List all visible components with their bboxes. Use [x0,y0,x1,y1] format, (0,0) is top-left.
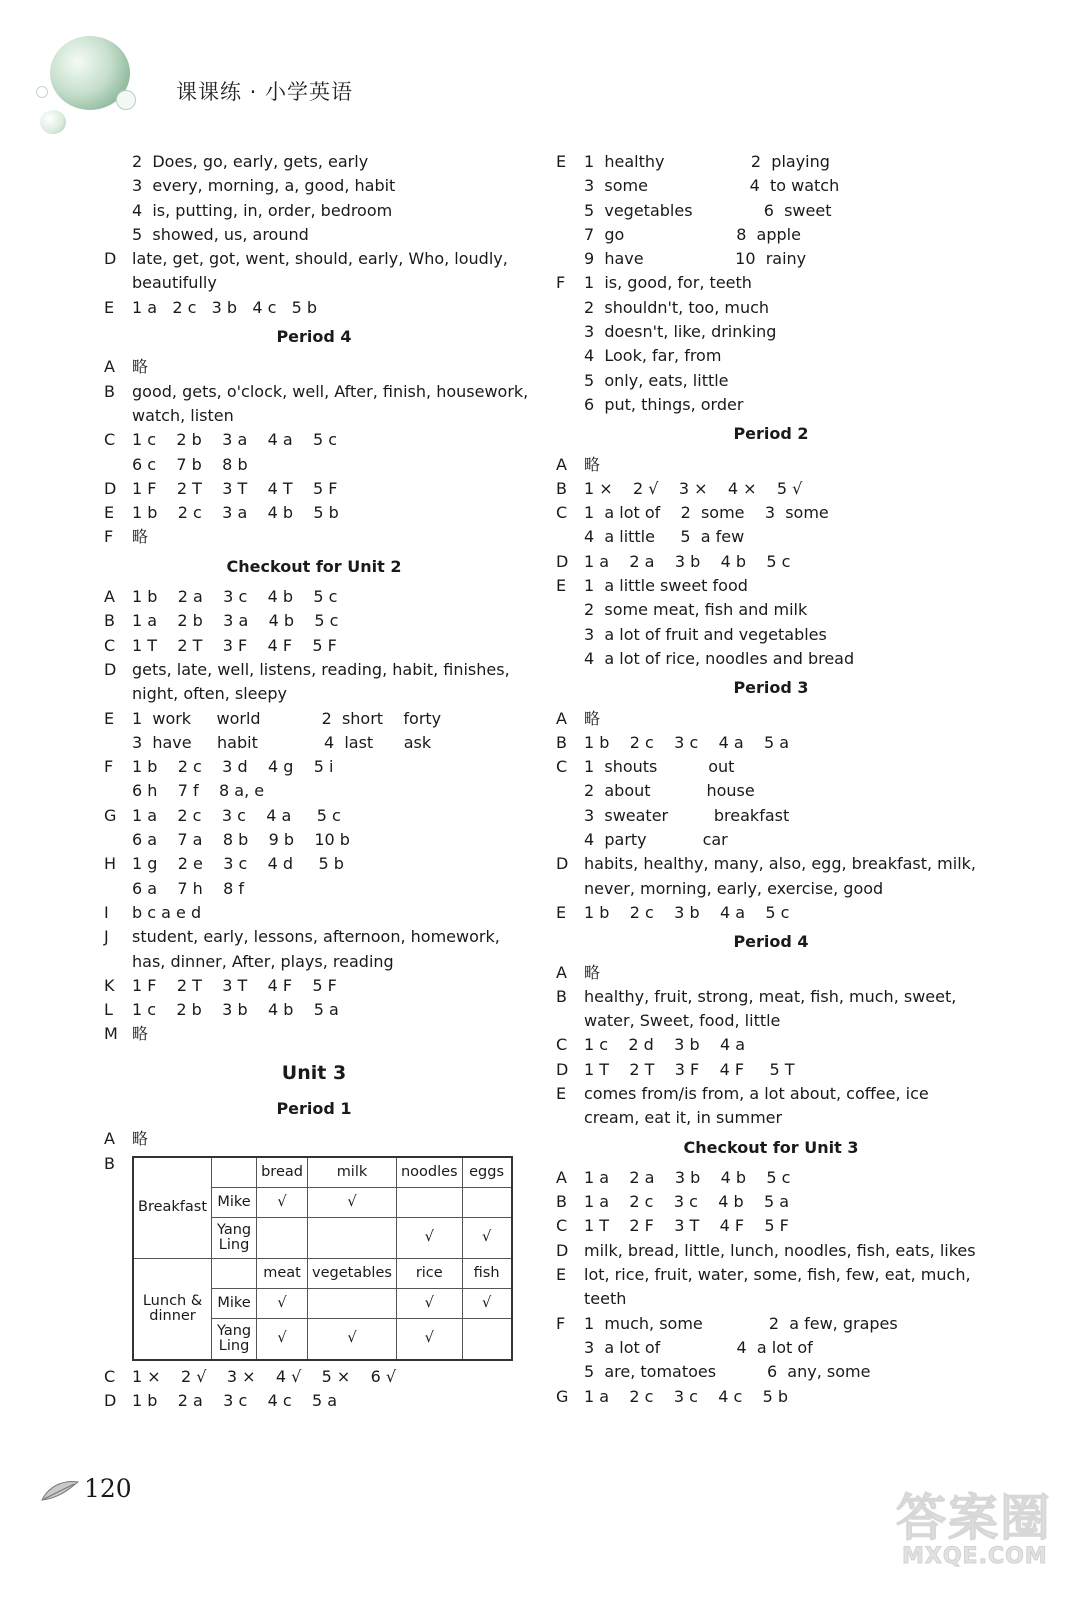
section-heading: Period 4 [733,932,809,952]
answer-line [556,828,986,852]
answer-line [556,1312,986,1336]
answer-text: 6 a 7 h 8 f [132,878,245,898]
group-label: Lunch & dinner [133,1258,212,1360]
answer-text: 6 a 7 a 8 b 9 b 10 b [132,830,350,850]
question-label: D [104,478,117,498]
answer-line [556,877,986,901]
question-label: C [104,1366,116,1386]
table-cell [308,1288,397,1318]
table-cell [308,1217,397,1258]
column-header: rice [396,1258,462,1288]
row-name: Mike [212,1187,257,1217]
answer-text: habits, healthy, many, also, egg, breakfast, milk, [584,854,977,874]
answer-line [104,877,524,901]
table-cell: √ [396,1288,462,1318]
answer-text: 1 a 2 c 3 b 4 c 5 b [132,297,318,317]
answer-text: 1 b 2 c 3 c 4 a 5 a [584,732,790,752]
answer-text: 3 every, morning, a, good, habit [132,176,396,196]
answer-line [556,1058,986,1082]
answer-text: 1 a little sweet food [584,576,748,596]
answer-text: 1 T 2 T 3 F 4 F 5 F [132,635,337,655]
question-label: D [556,1059,569,1079]
answer-line [556,1082,986,1106]
answer-line [104,404,524,428]
question-label: C [556,757,568,777]
answer-text: night, often, sleepy [132,684,287,704]
answer-text: 1 b 2 c 3 b 4 a 5 c [584,902,790,922]
column-header: eggs [462,1157,512,1188]
question-label: K [104,975,115,995]
question-label: A [556,454,567,474]
question-label: E [556,902,567,922]
answer-line [556,1033,986,1057]
book-title: 课课练 · 小学英语 [176,80,354,104]
answer-text: water, Sweet, food, little [584,1011,781,1031]
column-header: bread [257,1157,308,1188]
answer-text: watch, listen [132,405,234,425]
answer-text: 1 much, some 2 a few, grapes [584,1313,898,1333]
answer-line [104,296,524,320]
table-cell: √ [396,1318,462,1360]
answer-line [556,731,986,755]
answer-block [104,355,529,549]
question-label: B [104,1153,115,1173]
section-heading: Checkout for Unit 3 [683,1137,859,1157]
question-label: F [104,757,114,777]
answer-line [556,647,986,671]
answer-line [556,852,986,876]
question-label: D [104,1391,117,1411]
question-label: J [104,927,109,947]
left-column [104,150,529,1413]
answer-text: 5 showed, us, around [132,224,309,244]
table-cell: √ [257,1318,308,1360]
answer-line [556,344,986,368]
table-cell [462,1187,512,1217]
answer-line [556,1360,986,1384]
answer-line [104,199,524,223]
answer-line [104,501,524,525]
answer-block [104,585,524,1047]
question-label: A [556,708,567,728]
question-label: D [104,249,117,269]
question-label: E [556,1083,567,1103]
answer-line [104,707,524,731]
answer-line [556,550,986,574]
column-header: meat [257,1258,308,1288]
question-label: C [104,635,116,655]
answer-text: 4 is, putting, in, order, bedroom [132,200,393,220]
answer-text: 6 put, things, order [584,394,744,414]
section-heading: Period 1 [276,1098,352,1118]
question-label: C [556,1216,568,1236]
answer-text: milk, bread, little, lunch, noodles, fish, eats, likes [584,1240,976,1260]
question-label: G [104,805,117,825]
question-label: E [104,708,115,728]
answer-text: lot, rice, fruit, water, some, fish, few, eat, much, [584,1265,971,1285]
table-cell [257,1217,308,1258]
row-name: Mike [212,1288,257,1318]
answer-line [104,804,524,828]
section-heading: Period 3 [733,678,809,698]
table-cell: √ [308,1318,397,1360]
question-label: A [104,587,115,607]
watermark [896,1478,1066,1588]
watermark-url: MXQE.COM [902,1544,1048,1569]
answer-line [104,247,524,271]
answer-text: 略 [584,962,601,982]
answer-text: 1 a 2 c 3 c 4 b 5 a [584,1192,790,1212]
answer-line [556,477,986,501]
answer-line [556,199,986,223]
answer-line [556,623,986,647]
watermark-logo: 答案圈 [896,1489,1052,1547]
answer-line [104,223,524,247]
question-label: D [556,551,569,571]
answer-text: 1 × 2 √ 3 × 4 × 5 √ [584,478,803,498]
section-heading: Period 4 [276,327,352,347]
answer-text: 4 a little 5 a few [584,527,745,547]
question-label: E [556,576,567,596]
answer-line [104,950,524,974]
table-cell: √ [462,1217,512,1258]
answer-text: teeth [584,1289,627,1309]
answer-text: 1 b 2 a 3 c 4 c 5 a [132,1391,338,1411]
answer-text: 1 is, good, for, teeth [584,273,752,293]
answer-line [104,1022,524,1046]
answer-text: 6 h 7 f 8 a, e [132,781,265,801]
answer-text: 1 c 2 d 3 b 4 a [584,1035,746,1055]
meal-table [132,1156,513,1361]
row-name: Yang Ling [212,1318,257,1360]
answer-line [556,574,986,598]
answer-line [556,1336,986,1360]
answer-line [556,1106,986,1130]
answer-text: 1 a 2 c 3 c 4 a 5 c [132,805,341,825]
answer-line [104,585,524,609]
answer-text: 1 g 2 e 3 c 4 d 5 b [132,854,344,874]
answer-text: beautifully [132,273,217,293]
answer-block [104,1365,524,1414]
answer-line [556,901,986,925]
answer-text: 3 have habit 4 last ask [132,732,432,752]
answer-text: 4 Look, far, from [584,346,722,366]
question-label: E [556,152,567,171]
answer-text: 3 a lot of fruit and vegetables [584,624,827,644]
answer-text: 1 a lot of 2 some 3 some [584,503,829,523]
question-label: I [104,902,109,922]
answer-line [556,1385,986,1409]
answer-text: 1 a 2 b 3 a 4 b 5 c [132,611,339,631]
answer-text: 3 sweater breakfast [584,805,790,825]
answer-line [556,1263,986,1287]
answer-text: 7 go 8 apple [584,224,801,244]
answer-line [104,477,524,501]
answer-line [104,925,524,949]
answer-block [556,1166,986,1409]
blank-cell [212,1157,257,1188]
answer-line [104,1365,524,1389]
answer-text: 1 × 2 √ 3 × 4 √ 5 × 6 √ [132,1366,397,1386]
answer-line [104,974,524,998]
answer-line [556,525,986,549]
section-heading: Checkout for Unit 2 [226,556,402,576]
answer-block [104,150,524,320]
answer-line [556,598,986,622]
answer-text: good, gets, o'clock, well, After, finish, housework, [132,381,529,401]
answer-text: 4 a lot of rice, noodles and bread [584,648,855,668]
question-label: E [104,503,115,523]
answer-line [556,320,986,344]
answer-text: 1 b 2 c 3 d 4 g 5 i [132,757,334,777]
answer-line [104,779,524,803]
table-cell: √ [257,1288,308,1318]
question-label: E [104,297,115,317]
answer-text: 1 a 2 a 3 b 4 b 5 c [584,1167,791,1187]
question-label: G [556,1386,569,1406]
answer-text: 1 T 2 T 3 F 4 F 5 T [584,1059,795,1079]
column-header: noodles [396,1157,462,1188]
answer-line [104,150,524,174]
answer-text: 4 party car [584,830,728,850]
question-label: F [556,273,566,293]
page-number: 120 [84,1474,132,1503]
answer-line [104,355,524,379]
answer-line [556,1166,986,1190]
answer-text: b c a e d [132,902,202,922]
answer-text: 2 shouldn't, too, much [584,297,770,317]
answer-line [104,380,529,404]
answer-text: 5 only, eats, little [584,370,729,390]
answer-line [104,174,524,198]
answer-line [556,271,986,295]
question-label: B [556,732,567,752]
question-label: B [556,1192,567,1212]
answer-text: 略 [132,527,149,547]
question-label: B [104,381,115,401]
answer-text: 1 c 2 b 3 b 4 b 5 a [132,1000,339,1020]
answer-line [556,1190,986,1214]
question-label: A [104,357,115,377]
answer-line [104,1127,524,1151]
answer-text: 3 doesn't, like, drinking [584,322,777,342]
answer-line [104,634,524,658]
answer-line [104,1389,524,1413]
table-cell: √ [396,1217,462,1258]
section-heading: Period 2 [733,424,809,444]
question-label: D [556,1240,569,1260]
answer-line [556,150,986,174]
answer-text: 1 b 2 a 3 c 4 b 5 c [132,587,338,607]
table-cell: √ [462,1288,512,1318]
answer-line [556,393,986,417]
answer-text: 略 [132,357,149,377]
leaf-icon [40,1478,80,1504]
answer-line [104,609,524,633]
answer-line [556,247,986,271]
question-label: M [104,1024,118,1044]
answer-text: 1 F 2 T 3 T 4 F 5 F [132,975,337,995]
answer-text: 2 Does, go, early, gets, early [132,152,369,171]
answer-line [556,1287,986,1311]
column-header: milk [308,1157,397,1188]
answer-text: 1 healthy 2 playing [584,152,830,171]
answer-line [556,755,986,779]
answer-text: healthy, fruit, strong, meat, fish, much, sweet, [584,986,957,1006]
question-label: D [104,659,117,679]
answer-line [104,428,524,452]
answer-block [556,150,986,417]
answer-text: never, morning, early, exercise, good [584,878,884,898]
answer-line [104,998,524,1022]
answer-line [556,501,986,525]
bubble-decoration [40,110,66,134]
table-cell [462,1318,512,1360]
answer-line [104,755,524,779]
answer-line [556,1009,986,1033]
answer-line [104,682,524,706]
answer-text: 9 have 10 rainy [584,249,807,269]
answer-line [104,731,524,755]
table-cell: √ [308,1187,397,1217]
answer-text: 2 some meat, fish and milk [584,600,808,620]
question-label: C [104,430,116,450]
column-header: vegetables [308,1258,397,1288]
answer-text: 1 b 2 c 3 a 4 b 5 b [132,503,339,523]
answer-text: 3 some 4 to watch [584,176,840,196]
answer-line [556,961,986,985]
answer-line [556,804,986,828]
answer-line [556,296,986,320]
question-label: E [556,1265,567,1285]
answer-text: late, get, got, went, should, early, Who, loudly, [132,249,508,269]
answer-text: student, early, lessons, afternoon, homework, [132,927,500,947]
answer-text: comes from/is from, a lot about, coffee, ice [584,1083,929,1103]
question-label: A [556,1167,567,1187]
question-label: F [556,1313,566,1333]
question-label: H [104,854,117,874]
blank-cell [212,1258,257,1288]
group-label: Breakfast [133,1157,212,1259]
answer-block [556,453,986,672]
answer-line [104,453,524,477]
table-cell: √ [257,1187,308,1217]
answer-text: 1 c 2 b 3 a 4 a 5 c [132,430,338,450]
answer-line [104,658,524,682]
answer-line [104,271,524,295]
answer-line [556,369,986,393]
answer-line [556,1239,986,1263]
answer-text: 2 about house [584,781,755,801]
answer-line [556,985,986,1009]
column-header: fish [462,1258,512,1288]
answer-line [556,1214,986,1238]
answer-block [556,961,986,1131]
answer-text: 略 [132,1024,149,1044]
question-label: A [556,962,567,982]
bubble-decoration [36,86,48,98]
answer-line [556,453,986,477]
question-label: C [556,1035,568,1055]
answer-line [104,828,524,852]
question-label: B [104,611,115,631]
question-label: B [556,986,567,1006]
right-column [556,150,986,1409]
table-cell [396,1187,462,1217]
question-label: C [556,503,568,523]
answer-text: 1 a 2 a 3 b 4 b 5 c [584,551,791,571]
answer-line [104,901,524,925]
page-header [40,30,440,140]
answer-text: cream, eat it, in summer [584,1108,783,1128]
answer-line [104,852,524,876]
answer-text: 1 work world 2 short forty [132,708,442,728]
answer-text: 略 [584,708,601,728]
question-label: A [104,1129,115,1149]
question-label: B [556,478,567,498]
answer-text: 3 a lot of 4 a lot of [584,1337,813,1357]
answer-text: 1 F 2 T 3 T 4 T 5 F [132,478,338,498]
question-label: L [104,1000,113,1020]
row-name: Yang Ling [212,1217,257,1258]
answer-text: gets, late, well, listens, reading, habit, finishes, [132,659,510,679]
bubble-decoration [116,90,136,110]
answer-text: has, dinner, After, plays, reading [132,951,394,971]
answer-text: 5 are, tomatoes 6 any, some [584,1362,871,1382]
answer-line [556,779,986,803]
question-label: D [556,854,569,874]
answer-text: 略 [584,454,601,474]
answer-text: 1 shouts out [584,757,735,777]
answer-text: 6 c 7 b 8 b [132,454,248,474]
answer-line [556,223,986,247]
question-label: F [104,527,114,547]
answer-text: 1 a 2 c 3 c 4 c 5 b [584,1386,789,1406]
unit-heading: Unit 3 [281,1061,347,1084]
answer-text: 5 vegetables 6 sweet [584,200,832,220]
answer-line [556,174,986,198]
answer-line [556,707,986,731]
answer-text: 1 T 2 F 3 T 4 F 5 F [584,1216,789,1236]
answer-line [104,525,524,549]
answer-text: 略 [132,1129,149,1149]
answer-block [556,707,986,926]
